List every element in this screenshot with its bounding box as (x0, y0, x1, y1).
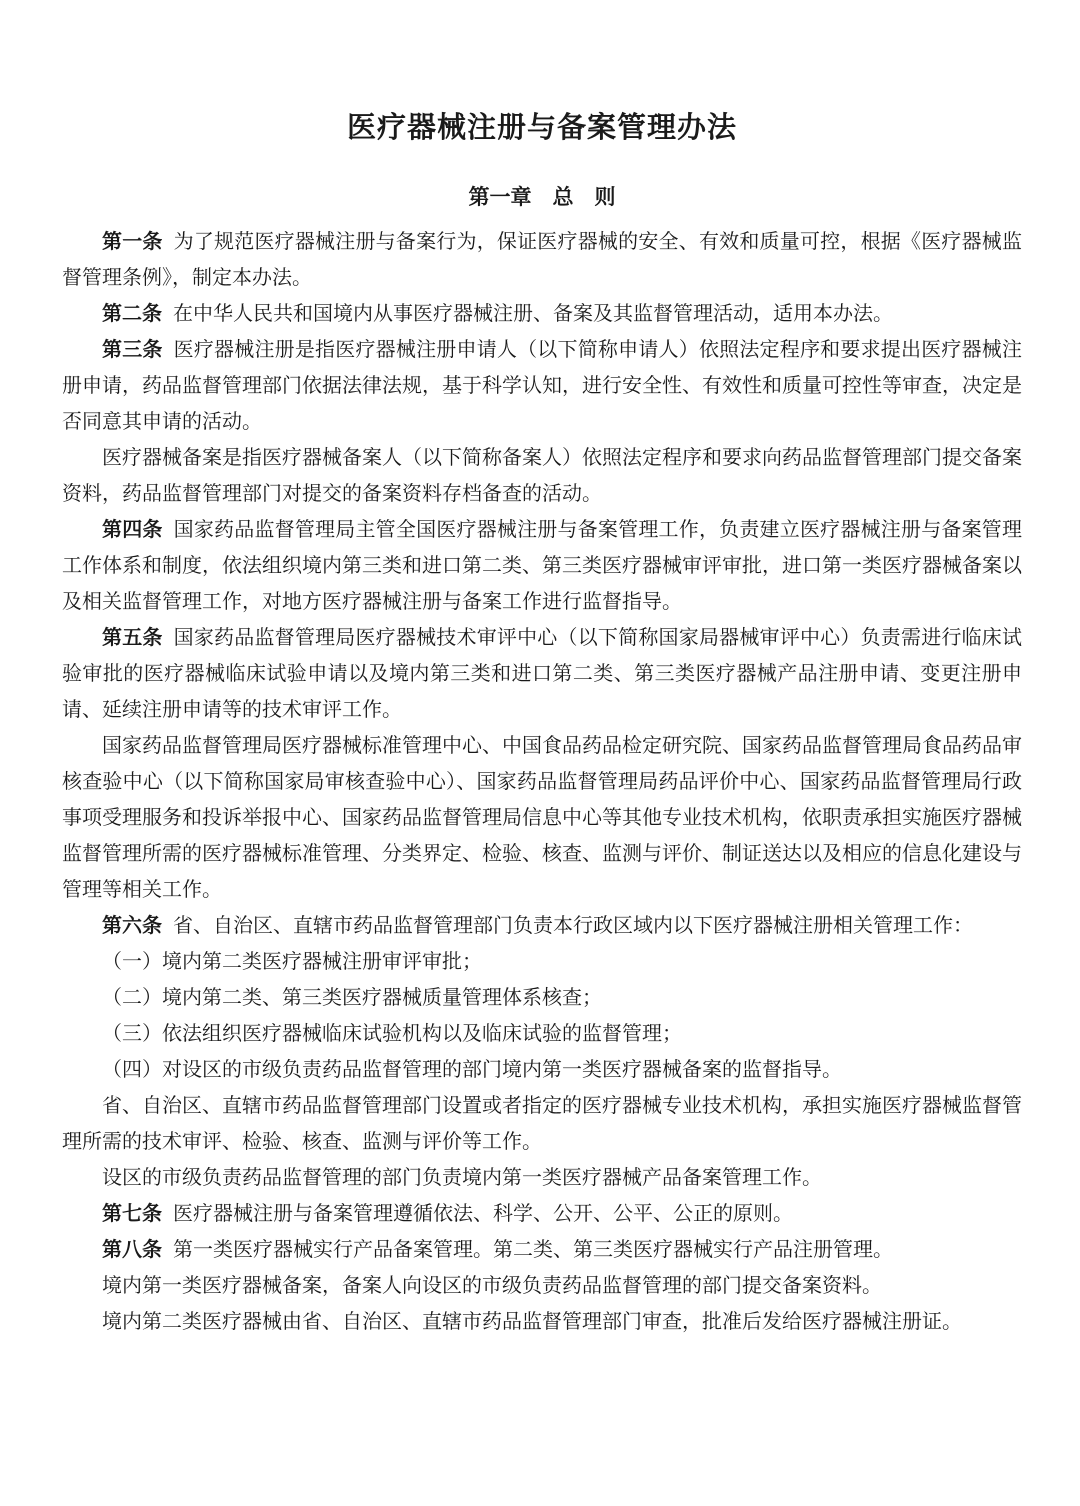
paragraph: 第七条 医疗器械注册与备案管理遵循依法、科学、公开、公平、公正的原则。 (102, 1203, 793, 1225)
document-title: 医疗器械注册与备案管理办法 (346, 112, 737, 144)
paragraph: 设区的市级负责药品监督管理的部门负责境内第一类医疗器械产品备案管理工作。 (102, 1167, 822, 1189)
paragraph: 境内第一类医疗器械备案，备案人向设区的市级负责药品监督管理的部门提交备案资料。 (102, 1275, 882, 1297)
paragraph: 第八条 第一类医疗器械实行产品备案管理。第二类、第三类医疗器械实行产品注册管理。 (102, 1239, 893, 1261)
paragraph: 省、自治区、直辖市药品监督管理部门设置或者指定的医疗器械专业技术机构，承担实施医疗器械监督管理所需的技术审评、检验、核查、监测与评价等工作。 (62, 1095, 1022, 1153)
paragraph: （三）依法组织医疗器械临床试验机构以及临床试验的监督管理； (102, 1023, 682, 1045)
paragraph: （四）对设区的市级负责药品监督管理的部门境内第一类医疗器械备案的监督指导。 (102, 1059, 842, 1081)
paragraph: 第三条 医疗器械注册是指医疗器械注册申请人（以下简称申请人）依照法定程序和要求提出医疗器械注册申请，药品监督管理部门依据法律法规，基于科学认知，进行安全性、有效性和质量可控性等审查，决定是否同意其申请的活动。 (62, 339, 1023, 433)
document-page (0, 108, 1080, 1506)
article-label: 第二条 (102, 303, 162, 325)
paragraph: 医疗器械备案是指医疗器械备案人（以下简称备案人）依照法定程序和要求向药品监督管理部门提交备案资料，药品监督管理部门对提交的备案资料存档备查的活动。 (62, 447, 1022, 505)
article-label: 第六条 (102, 915, 162, 937)
paragraph: 国家药品监督管理局医疗器械标准管理中心、中国食品药品检定研究院、国家药品监督管理局食品药品审核查验中心（以下简称国家局审核查验中心）、国家药品监督管理局药品评价中心、国家药品监督管理局行政事项受理服务和投诉举报中心、国家药品监督管理局信息中心等其他专业技术机构，依职责承担实施医疗器械监督管理所需的医疗器械标准管理、分类界定、检验、核查、监测与评价、制证送达以及相应的信息化建设与管理等相关工作。 (62, 735, 1022, 901)
article-label: 第三条 (102, 339, 163, 361)
paragraph: 第二条 在中华人民共和国境内从事医疗器械注册、备案及其监督管理活动，适用本办法。 (102, 303, 893, 325)
article-label: 第五条 (102, 627, 163, 649)
paragraph: 第五条 国家药品监督管理局医疗器械技术审评中心（以下简称国家局器械审评中心）负责需进行临床试验审批的医疗器械临床试验申请以及境内第三类和进口第二类、第三类医疗器械产品注册申请、变更注册申请、延续注册申请等的技术审评工作。 (62, 627, 1023, 721)
paragraph: 第一条 为了规范医疗器械注册与备案行为，保证医疗器械的安全、有效和质量可控，根据《医疗器械监督管理条例》，制定本办法。 (62, 231, 1023, 289)
article-label: 第七条 (102, 1203, 162, 1225)
article-label: 第四条 (102, 519, 163, 541)
chapter-heading: 第一章 总 则 (468, 186, 616, 209)
document-body (62, 224, 1022, 1340)
paragraph: 第六条 省、自治区、直辖市药品监督管理部门负责本行政区域内以下医疗器械注册相关管理工作： (102, 915, 973, 937)
article-label: 第八条 (102, 1239, 162, 1261)
paragraph: 境内第二类医疗器械由省、自治区、直辖市药品监督管理部门审查，批准后发给医疗器械注册证。 (102, 1311, 962, 1333)
paragraph: （一）境内第二类医疗器械注册审评审批； (102, 951, 482, 973)
article-label: 第一条 (102, 231, 163, 253)
paragraph: 第四条 国家药品监督管理局主管全国医疗器械注册与备案管理工作，负责建立医疗器械注册与备案管理工作体系和制度，依法组织境内第三类和进口第二类、第三类医疗器械审评审批，进口第一类医疗器械备案以及相关监督管理工作，对地方医疗器械注册与备案工作进行监督指导。 (62, 519, 1023, 613)
paragraph: （二）境内第二类、第三类医疗器械质量管理体系核查； (102, 987, 602, 1009)
